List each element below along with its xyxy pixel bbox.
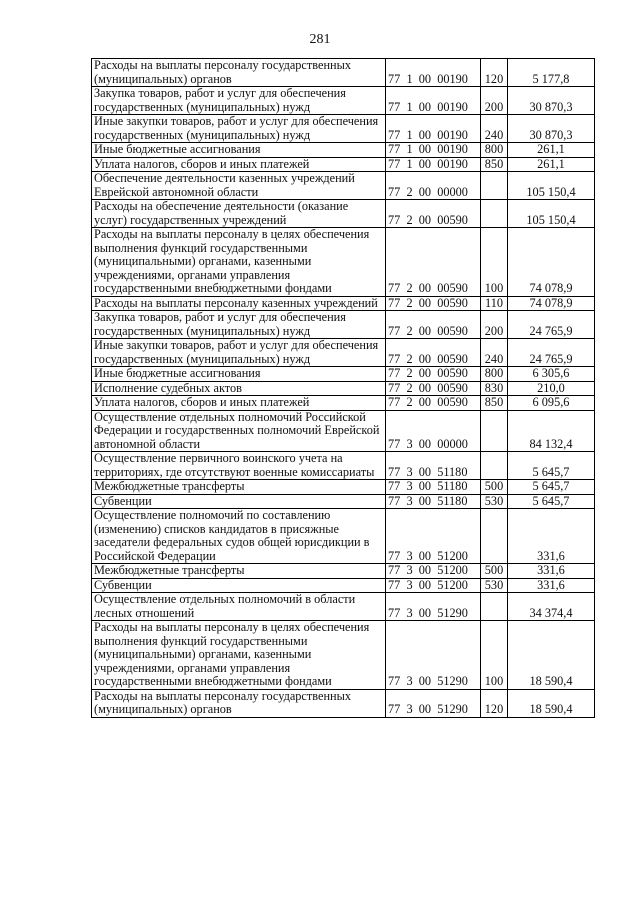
row-name-cell: Расходы на выплаты персоналу казенных учреждений bbox=[92, 296, 386, 311]
row-code-cell: 77 2 00 00590 bbox=[386, 311, 481, 339]
row-vr-cell: 850 bbox=[481, 157, 508, 172]
row-vr-cell: 100 bbox=[481, 621, 508, 690]
row-sum-cell: 5 645,7 bbox=[508, 480, 595, 495]
row-vr-cell: 200 bbox=[481, 311, 508, 339]
row-sum-cell: 30 870,3 bbox=[508, 115, 595, 143]
row-vr-cell: 240 bbox=[481, 339, 508, 367]
row-code-cell: 77 2 00 00590 bbox=[386, 381, 481, 396]
row-vr-cell bbox=[481, 452, 508, 480]
row-vr-cell: 530 bbox=[481, 578, 508, 593]
table-row bbox=[92, 172, 595, 200]
table-row bbox=[92, 311, 595, 339]
table-row bbox=[92, 143, 595, 158]
table-row bbox=[92, 339, 595, 367]
row-sum-cell: 105 150,4 bbox=[508, 172, 595, 200]
row-vr-cell: 120 bbox=[481, 689, 508, 717]
row-code-cell: 77 3 00 51290 bbox=[386, 621, 481, 690]
row-code-cell: 77 1 00 00190 bbox=[386, 59, 481, 87]
row-code-cell: 77 1 00 00190 bbox=[386, 143, 481, 158]
row-sum-cell: 5 645,7 bbox=[508, 494, 595, 509]
row-code-cell: 77 1 00 00190 bbox=[386, 115, 481, 143]
table-row bbox=[92, 115, 595, 143]
row-code-cell: 77 3 00 51200 bbox=[386, 578, 481, 593]
row-name-cell: Расходы на выплаты персоналу в целях обеспечения выполнения функций государственными (муниципальными) органами, казенными учреждениями, органами управления государственными внебюджетными фондами bbox=[92, 228, 386, 297]
row-name-cell: Закупка товаров, работ и услуг для обеспечения государственных (муниципальных) нужд bbox=[92, 87, 386, 115]
table-row bbox=[92, 296, 595, 311]
row-name-cell: Осуществление полномочий по составлению (изменению) списков кандидатов в присяжные заседатели федеральных судов общей юрисдикции в Российской Федерации bbox=[92, 509, 386, 564]
row-name-cell: Закупка товаров, работ и услуг для обеспечения государственных (муниципальных) нужд bbox=[92, 311, 386, 339]
table-row bbox=[92, 87, 595, 115]
row-code-cell: 77 2 00 00590 bbox=[386, 296, 481, 311]
budget-table bbox=[91, 58, 595, 718]
row-vr-cell: 850 bbox=[481, 396, 508, 411]
table-row bbox=[92, 410, 595, 452]
row-vr-cell bbox=[481, 172, 508, 200]
row-sum-cell: 18 590,4 bbox=[508, 689, 595, 717]
row-name-cell: Обеспечение деятельности казенных учреждений Еврейской автономной области bbox=[92, 172, 386, 200]
row-sum-cell: 30 870,3 bbox=[508, 87, 595, 115]
row-vr-cell: 800 bbox=[481, 367, 508, 382]
table-row bbox=[92, 621, 595, 690]
row-name-cell: Субвенции bbox=[92, 494, 386, 509]
row-name-cell: Расходы на выплаты персоналу государственных (муниципальных) органов bbox=[92, 59, 386, 87]
row-code-cell: 77 3 00 51180 bbox=[386, 480, 481, 495]
row-name-cell: Расходы на выплаты персоналу государственных (муниципальных) органов bbox=[92, 689, 386, 717]
row-vr-cell bbox=[481, 410, 508, 452]
row-name-cell: Расходы на выплаты персоналу в целях обеспечения выполнения функций государственными (муниципальными) органами, казенными учреждениями, органами управления государственными внебюджетными фондами bbox=[92, 621, 386, 690]
row-code-cell: 77 2 00 00590 bbox=[386, 396, 481, 411]
row-code-cell: 77 3 00 51180 bbox=[386, 494, 481, 509]
row-vr-cell: 500 bbox=[481, 480, 508, 495]
row-code-cell: 77 3 00 51180 bbox=[386, 452, 481, 480]
row-sum-cell: 331,6 bbox=[508, 578, 595, 593]
table-row bbox=[92, 396, 595, 411]
row-sum-cell: 5 645,7 bbox=[508, 452, 595, 480]
row-name-cell: Уплата налогов, сборов и иных платежей bbox=[92, 396, 386, 411]
row-code-cell: 77 3 00 00000 bbox=[386, 410, 481, 452]
row-vr-cell: 110 bbox=[481, 296, 508, 311]
table-row bbox=[92, 452, 595, 480]
table-row bbox=[92, 689, 595, 717]
row-vr-cell: 100 bbox=[481, 228, 508, 297]
row-name-cell: Иные бюджетные ассигнования bbox=[92, 367, 386, 382]
row-sum-cell: 210,0 bbox=[508, 381, 595, 396]
row-name-cell: Уплата налогов, сборов и иных платежей bbox=[92, 157, 386, 172]
table-row bbox=[92, 494, 595, 509]
row-name-cell: Иные бюджетные ассигнования bbox=[92, 143, 386, 158]
row-sum-cell: 331,6 bbox=[508, 509, 595, 564]
row-sum-cell: 74 078,9 bbox=[508, 296, 595, 311]
row-sum-cell: 6 095,6 bbox=[508, 396, 595, 411]
row-vr-cell: 200 bbox=[481, 87, 508, 115]
row-code-cell: 77 2 00 00590 bbox=[386, 228, 481, 297]
row-vr-cell: 530 bbox=[481, 494, 508, 509]
row-sum-cell: 24 765,9 bbox=[508, 339, 595, 367]
row-sum-cell: 261,1 bbox=[508, 143, 595, 158]
row-name-cell: Межбюджетные трансферты bbox=[92, 480, 386, 495]
row-code-cell: 77 1 00 00190 bbox=[386, 87, 481, 115]
row-code-cell: 77 3 00 51290 bbox=[386, 593, 481, 621]
row-name-cell: Осуществление отдельных полномочий в области лесных отношений bbox=[92, 593, 386, 621]
row-name-cell: Расходы на обеспечение деятельности (оказание услуг) государственных учреждений bbox=[92, 200, 386, 228]
row-vr-cell: 800 bbox=[481, 143, 508, 158]
row-code-cell: 77 1 00 00190 bbox=[386, 157, 481, 172]
row-sum-cell: 34 374,4 bbox=[508, 593, 595, 621]
row-code-cell: 77 2 00 00590 bbox=[386, 200, 481, 228]
row-code-cell: 77 3 00 51200 bbox=[386, 564, 481, 579]
table-row bbox=[92, 480, 595, 495]
table-row bbox=[92, 593, 595, 621]
row-sum-cell: 74 078,9 bbox=[508, 228, 595, 297]
row-code-cell: 77 3 00 51200 bbox=[386, 509, 481, 564]
row-name-cell: Иные закупки товаров, работ и услуг для обеспечения государственных (муниципальных) нужд bbox=[92, 339, 386, 367]
table-row bbox=[92, 381, 595, 396]
row-name-cell: Осуществление отдельных полномочий Российской Федерации и государственных полномочий Еврейской автономной области bbox=[92, 410, 386, 452]
row-sum-cell: 6 305,6 bbox=[508, 367, 595, 382]
table-row bbox=[92, 157, 595, 172]
row-name-cell: Исполнение судебных актов bbox=[92, 381, 386, 396]
row-vr-cell bbox=[481, 200, 508, 228]
row-sum-cell: 18 590,4 bbox=[508, 621, 595, 690]
row-sum-cell: 261,1 bbox=[508, 157, 595, 172]
row-name-cell: Иные закупки товаров, работ и услуг для обеспечения государственных (муниципальных) нужд bbox=[92, 115, 386, 143]
page-number: 281 bbox=[309, 32, 331, 47]
table-row bbox=[92, 367, 595, 382]
row-sum-cell: 24 765,9 bbox=[508, 311, 595, 339]
row-name-cell: Межбюджетные трансферты bbox=[92, 564, 386, 579]
table-row bbox=[92, 59, 595, 87]
row-sum-cell: 331,6 bbox=[508, 564, 595, 579]
table-row bbox=[92, 578, 595, 593]
row-code-cell: 77 2 00 00590 bbox=[386, 339, 481, 367]
row-name-cell: Субвенции bbox=[92, 578, 386, 593]
row-code-cell: 77 2 00 00590 bbox=[386, 367, 481, 382]
row-code-cell: 77 3 00 51290 bbox=[386, 689, 481, 717]
row-sum-cell: 84 132,4 bbox=[508, 410, 595, 452]
row-vr-cell: 830 bbox=[481, 381, 508, 396]
row-vr-cell: 120 bbox=[481, 59, 508, 87]
row-name-cell: Осуществление первичного воинского учета на территориях, где отсутствуют военные комиссариаты bbox=[92, 452, 386, 480]
table-row bbox=[92, 509, 595, 564]
row-sum-cell: 5 177,8 bbox=[508, 59, 595, 87]
table-row bbox=[92, 564, 595, 579]
row-vr-cell: 500 bbox=[481, 564, 508, 579]
row-vr-cell: 240 bbox=[481, 115, 508, 143]
table-row bbox=[92, 228, 595, 297]
row-sum-cell: 105 150,4 bbox=[508, 200, 595, 228]
row-vr-cell bbox=[481, 509, 508, 564]
row-code-cell: 77 2 00 00000 bbox=[386, 172, 481, 200]
row-vr-cell bbox=[481, 593, 508, 621]
table-row bbox=[92, 200, 595, 228]
